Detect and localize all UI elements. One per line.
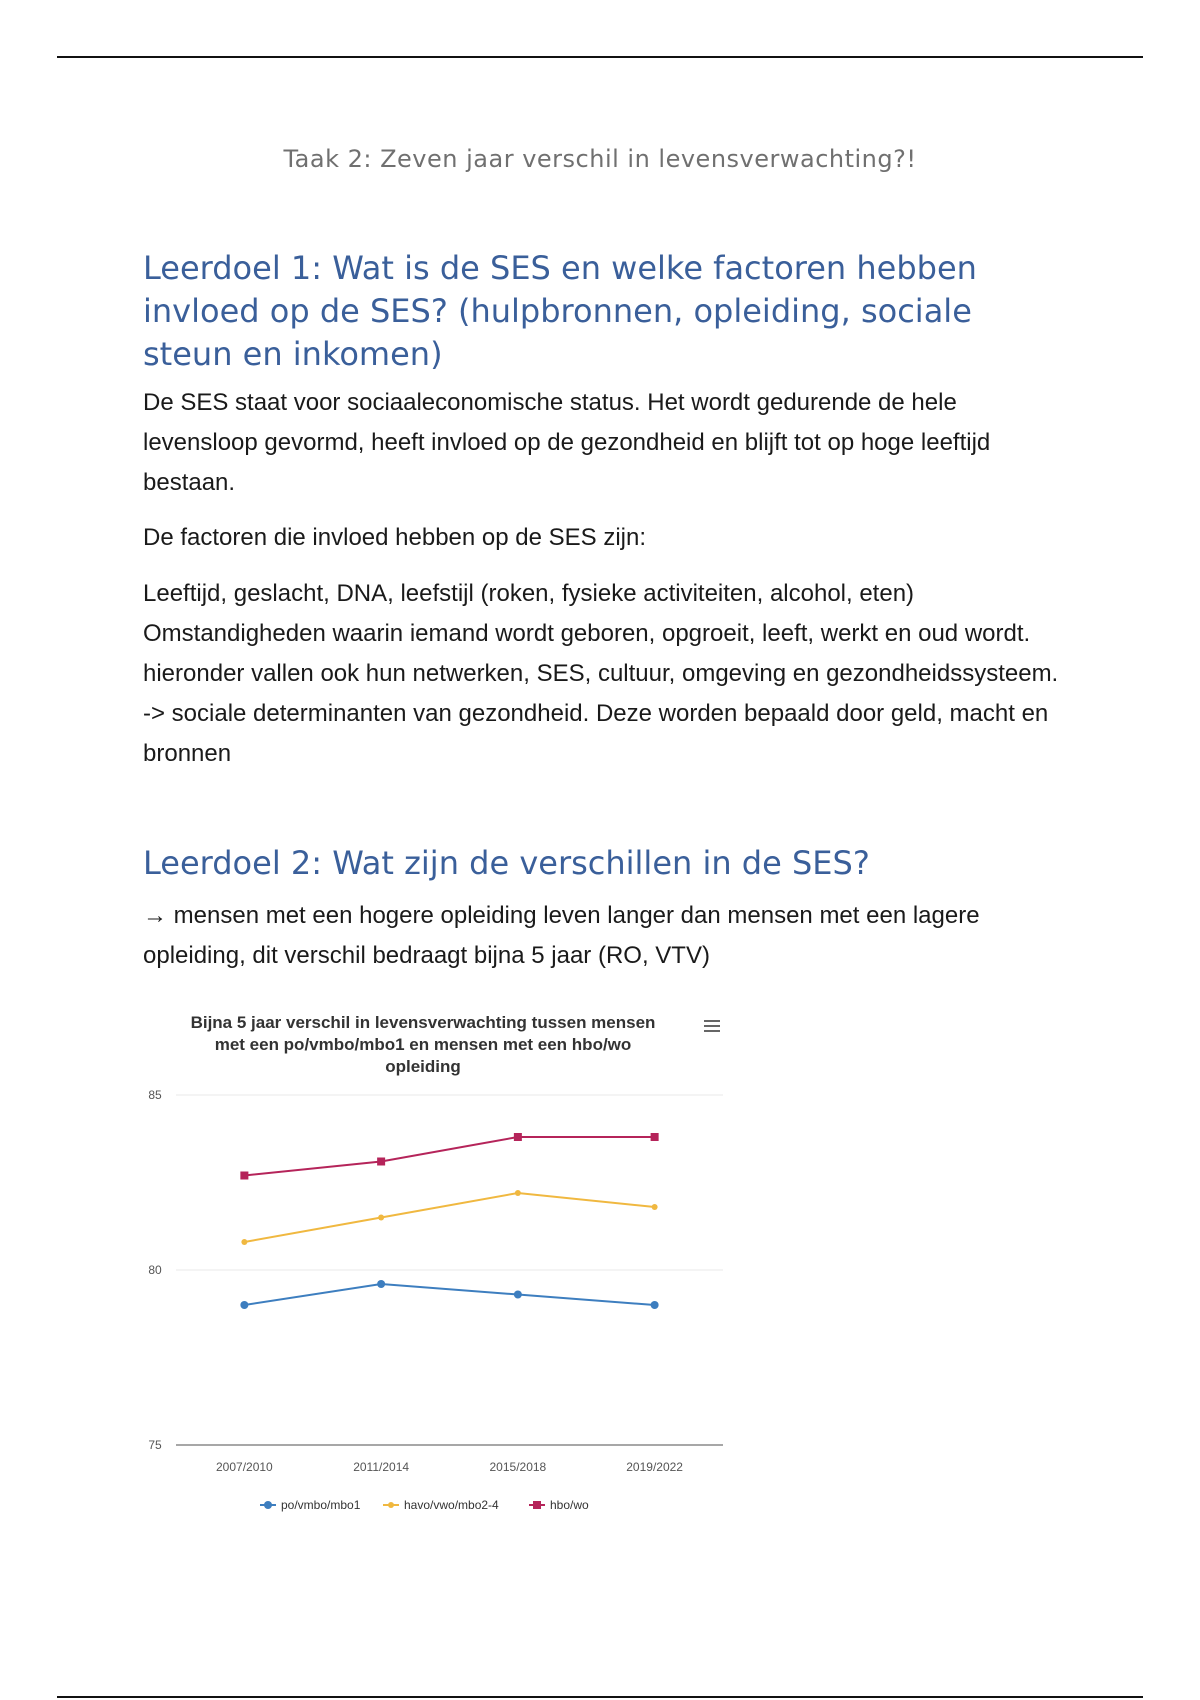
data-point[interactable] [377, 1158, 385, 1166]
legend-item[interactable] [383, 1498, 499, 1512]
x-tick-label: 2015/2018 [489, 1460, 547, 1474]
legend-item[interactable] [529, 1498, 589, 1512]
y-axis [148, 1088, 162, 1452]
data-point[interactable] [652, 1204, 658, 1210]
x-tick-label: 2019/2022 [626, 1460, 683, 1474]
page-title: Taak 2: Zeven jaar verschil in levensverwachting?! [283, 145, 917, 173]
chart-title-line-1: Bijna 5 jaar verschil in levensverwachting tussen mensen [190, 1013, 656, 1032]
data-point[interactable] [514, 1291, 522, 1299]
section1-paragraph1: De SES staat voor sociaaleconomische status. Het wordt gedurende de hele levensloop gevormd, heeft invloed op de gezondheid en blijft tot op hoge leeftijd bestaan. [143, 389, 991, 496]
y-tick-label: 80 [148, 1263, 162, 1277]
top-rule [57, 56, 1143, 58]
data-point[interactable] [241, 1239, 247, 1245]
data-point[interactable] [240, 1301, 248, 1309]
y-tick-label: 85 [148, 1088, 162, 1102]
legend-item[interactable] [260, 1498, 361, 1512]
bottom-rule [57, 1696, 1143, 1698]
section1-paragraph2: De factoren die invloed hebben op de SES zijn: [143, 524, 647, 551]
x-axis [216, 1460, 683, 1474]
series-line-po/vmbo/mbo1 [244, 1284, 654, 1305]
data-point[interactable] [378, 1215, 384, 1221]
chart-grid [176, 1095, 723, 1445]
legend-label: po/vmbo/mbo1 [281, 1498, 361, 1512]
section2-heading: Leerdoel 2: Wat zijn de verschillen in de SES? [143, 844, 870, 882]
chart-series [240, 1133, 658, 1309]
data-point[interactable] [240, 1172, 248, 1180]
y-tick-label: 75 [148, 1438, 162, 1452]
data-point[interactable] [514, 1133, 522, 1141]
section1-paragraph3: Leeftijd, geslacht, DNA, leefstijl (roken, fysieke activiteiten, alcohol, eten) Omstandigheden waarin iemand wordt geboren, opgroeit, leeft, werkt en oud wordt. hieronder vallen ook hun netwerken, SES, cultuur, omgeving en gezondheidssysteem. -> sociale determinanten van gezondheid. Deze worden bepaald door geld, macht en bronnen [143, 580, 1059, 767]
chart-legend [260, 1498, 589, 1512]
data-point[interactable] [377, 1280, 385, 1288]
data-point[interactable] [651, 1301, 659, 1309]
legend-marker [388, 1502, 394, 1508]
section1-heading: Leerdoel 1: Wat is de SES en welke factoren hebben invloed op de SES? (hulpbronnen, opleiding, sociale steun en inkomen) [143, 249, 977, 373]
x-tick-label: 2007/2010 [216, 1460, 273, 1474]
data-point[interactable] [515, 1190, 521, 1196]
chart-title-line-3: opleiding [385, 1057, 461, 1076]
section2-paragraph1: → mensen met een hogere opleiding leven langer dan mensen met een lagere opleiding, dit verschil bedraagt bijna 5 jaar (RO, VTV) [143, 902, 980, 969]
x-tick-label: 2011/2014 [353, 1460, 410, 1474]
series-line-hbo/wo [244, 1137, 654, 1176]
chart-title [191, 1013, 656, 1076]
legend-label: havo/vwo/mbo2-4 [404, 1498, 499, 1512]
chart-svg [143, 1005, 733, 1525]
legend-marker [264, 1501, 272, 1509]
legend-marker [533, 1501, 541, 1509]
data-point[interactable] [651, 1133, 659, 1141]
series-line-havo/vwo/mbo2-4 [244, 1193, 654, 1242]
life-expectancy-chart [143, 1005, 733, 1525]
chart-title-line-2: met een po/vmbo/mbo1 en mensen met een hbo/wo [214, 1035, 632, 1054]
hamburger-menu-icon[interactable] [704, 1020, 720, 1032]
legend-label: hbo/wo [550, 1498, 589, 1512]
